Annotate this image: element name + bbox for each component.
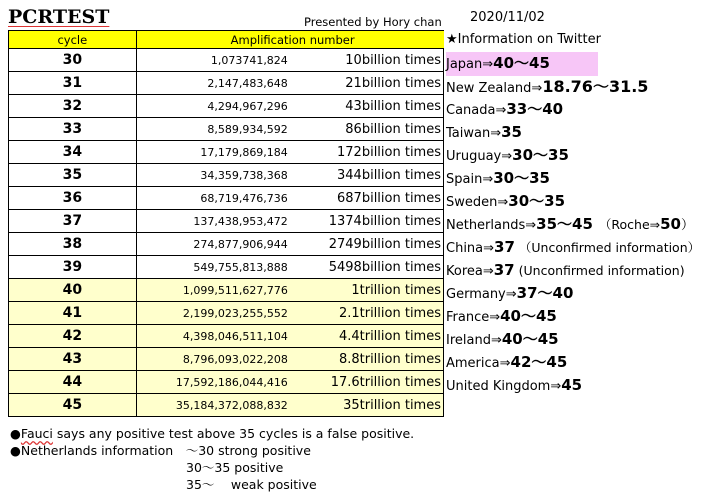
- notes: [10, 425, 414, 493]
- country-item: [446, 144, 716, 167]
- table-row: [9, 233, 444, 256]
- country-name: Netherlands⇒: [446, 218, 537, 233]
- country-cycle-value: 18.76～31.5: [542, 77, 649, 96]
- result-cell: 172billion times: [290, 141, 444, 164]
- result-cell: 43billion times: [290, 95, 444, 118]
- table-row: [9, 187, 444, 210]
- amplification-cell: 274,877,906,944: [136, 233, 290, 256]
- amplification-cell: 549,755,813,888: [136, 256, 290, 279]
- country-cycle-value: 37: [494, 238, 515, 256]
- cycle-cell: 42: [9, 325, 137, 348]
- country-name: Japan⇒: [446, 57, 494, 72]
- country-item: [446, 374, 716, 397]
- country-name: Sweden⇒: [446, 195, 509, 210]
- amplification-cell: 35,184,372,088,832: [136, 394, 290, 417]
- amplification-cell: 8,796,093,022,208: [136, 348, 290, 371]
- country-list: [446, 52, 716, 397]
- country-note: （Unconfirmed information）: [518, 240, 701, 255]
- pcr-cycle-table: [8, 30, 444, 417]
- country-item: [446, 259, 716, 282]
- country-cycle-value: 37～40: [516, 284, 574, 302]
- country-name: France⇒: [446, 310, 501, 325]
- country-name: Taiwan⇒: [446, 126, 502, 141]
- header-cycle: cycle: [9, 31, 137, 49]
- country-note-value: 50: [660, 215, 681, 233]
- result-cell: 86billion times: [290, 118, 444, 141]
- country-cycle-value: 35: [501, 123, 522, 141]
- result-cell: 1374billion times: [290, 210, 444, 233]
- country-note: (Unconfirmed information): [518, 263, 685, 278]
- bullet-icon: ●: [10, 426, 21, 441]
- amplification-cell: 2,199,023,255,552: [136, 302, 290, 325]
- cycle-cell: 41: [9, 302, 137, 325]
- country-item: [446, 75, 716, 98]
- amplification-cell: 2,147,483,648: [136, 72, 290, 95]
- country-cycle-value: 33～40: [506, 100, 564, 118]
- amplification-cell: 4,398,046,511,104: [136, 325, 290, 348]
- country-name: Ireland⇒: [446, 333, 502, 348]
- country-cycle-value: 40～45: [493, 54, 550, 72]
- fauci-note-text: says any positive test above 35 cycles is a false positive.: [52, 426, 415, 441]
- country-cycle-value: 45: [561, 376, 583, 394]
- table-row: [9, 95, 444, 118]
- country-item: [446, 282, 716, 305]
- result-cell: 21billion times: [290, 72, 444, 95]
- country-item: [446, 121, 716, 144]
- cycle-cell: 38: [9, 233, 137, 256]
- result-cell: 1trillion times: [290, 279, 444, 302]
- result-cell: 17.6trillion times: [290, 371, 444, 394]
- netherlands-note-3: 35～ weak positive: [186, 477, 317, 492]
- table-row: [9, 394, 444, 417]
- page-title: PCRTEST: [8, 6, 110, 28]
- amplification-cell: 68,719,476,736: [136, 187, 290, 210]
- country-note: （Roche⇒: [598, 217, 661, 232]
- country-name: America⇒: [446, 356, 511, 371]
- cycle-cell: 39: [9, 256, 137, 279]
- cycle-cell: 44: [9, 371, 137, 394]
- amplification-cell: 17,592,186,044,416: [136, 371, 290, 394]
- result-cell: 344billion times: [290, 164, 444, 187]
- table-row: [9, 325, 444, 348]
- cycle-cell: 35: [9, 164, 137, 187]
- country-item: [446, 213, 716, 236]
- country-item: [446, 98, 716, 121]
- country-note-end: ）: [681, 218, 695, 233]
- result-cell: 4.4trillion times: [290, 325, 444, 348]
- date-label: 2020/11/02: [470, 10, 545, 25]
- country-cycle-value: 42～45: [510, 353, 568, 371]
- table-row: [9, 371, 444, 394]
- country-cycle-value: 30～35: [508, 192, 566, 210]
- cycle-cell: 32: [9, 95, 137, 118]
- country-cycle-value: 40～45: [501, 330, 559, 348]
- result-cell: 10billion times: [290, 49, 444, 72]
- amplification-cell: 34,359,738,368: [136, 164, 290, 187]
- amplification-cell: 1,099,511,627,776: [136, 279, 290, 302]
- country-cycle-value: 40～45: [500, 307, 557, 325]
- table-row: [9, 256, 444, 279]
- table-row: [9, 210, 444, 233]
- table-row: [9, 141, 444, 164]
- cycle-cell: 31: [9, 72, 137, 95]
- result-cell: 5498billion times: [290, 256, 444, 279]
- country-name: United Kingdom⇒: [446, 379, 562, 394]
- country-name: Korea⇒: [446, 264, 494, 279]
- country-item: [446, 52, 716, 75]
- table-row: [9, 164, 444, 187]
- fauci-name: Fauci: [20, 426, 53, 441]
- table-header-row: [9, 31, 444, 49]
- country-cycle-value: 30～35: [512, 146, 569, 164]
- country-item: [446, 305, 716, 328]
- result-cell: 35trillion times: [290, 394, 444, 417]
- header-amplification: Amplification number: [136, 31, 443, 49]
- country-cycle-value: 30～35: [493, 169, 550, 187]
- table-row: [9, 279, 444, 302]
- country-name: Germany⇒: [446, 287, 517, 302]
- cycle-cell: 33: [9, 118, 137, 141]
- country-cycle-value: 37: [493, 261, 515, 279]
- country-name: Canada⇒: [446, 103, 507, 118]
- table-row: [9, 302, 444, 325]
- amplification-cell: 17,179,869,184: [136, 141, 290, 164]
- table-row: [9, 49, 444, 72]
- twitter-heading: ★Information on Twitter: [446, 32, 601, 47]
- country-item: [446, 351, 716, 374]
- table-row: [9, 72, 444, 95]
- fauci-note: [10, 425, 414, 442]
- table-row: [9, 118, 444, 141]
- amplification-cell: 8,589,934,592: [136, 118, 290, 141]
- country-item: [446, 328, 716, 351]
- result-cell: 687billion times: [290, 187, 444, 210]
- cycle-cell: 45: [9, 394, 137, 417]
- country-item: [446, 190, 716, 213]
- result-cell: 2.1trillion times: [290, 302, 444, 325]
- cycle-cell: 34: [9, 141, 137, 164]
- amplification-cell: 1,073741,824: [136, 49, 290, 72]
- cycle-cell: 36: [9, 187, 137, 210]
- country-item: [446, 167, 716, 190]
- table-row: [9, 348, 444, 371]
- country-name: China⇒: [446, 241, 495, 256]
- country-cycle-value: 35～45: [536, 215, 593, 233]
- country-name: Spain⇒: [446, 172, 494, 187]
- country-name: New Zealand⇒: [446, 81, 543, 96]
- country-item: [446, 236, 716, 259]
- country-name: Uruguay⇒: [446, 149, 513, 164]
- result-cell: 8.8trillion times: [290, 348, 444, 371]
- cycle-cell: 30: [9, 49, 137, 72]
- amplification-cell: 4,294,967,296: [136, 95, 290, 118]
- amplification-cell: 137,438,953,472: [136, 210, 290, 233]
- cycle-cell: 37: [9, 210, 137, 233]
- cycle-cell: 40: [9, 279, 137, 302]
- cycle-cell: 43: [9, 348, 137, 371]
- presenter-credit: Presented by Hory chan: [304, 15, 442, 29]
- netherlands-note-2: 30～35 positive: [186, 460, 284, 475]
- result-cell: 2749billion times: [290, 233, 444, 256]
- netherlands-note: ●Netherlands information ～30 strong positive: [10, 443, 311, 458]
